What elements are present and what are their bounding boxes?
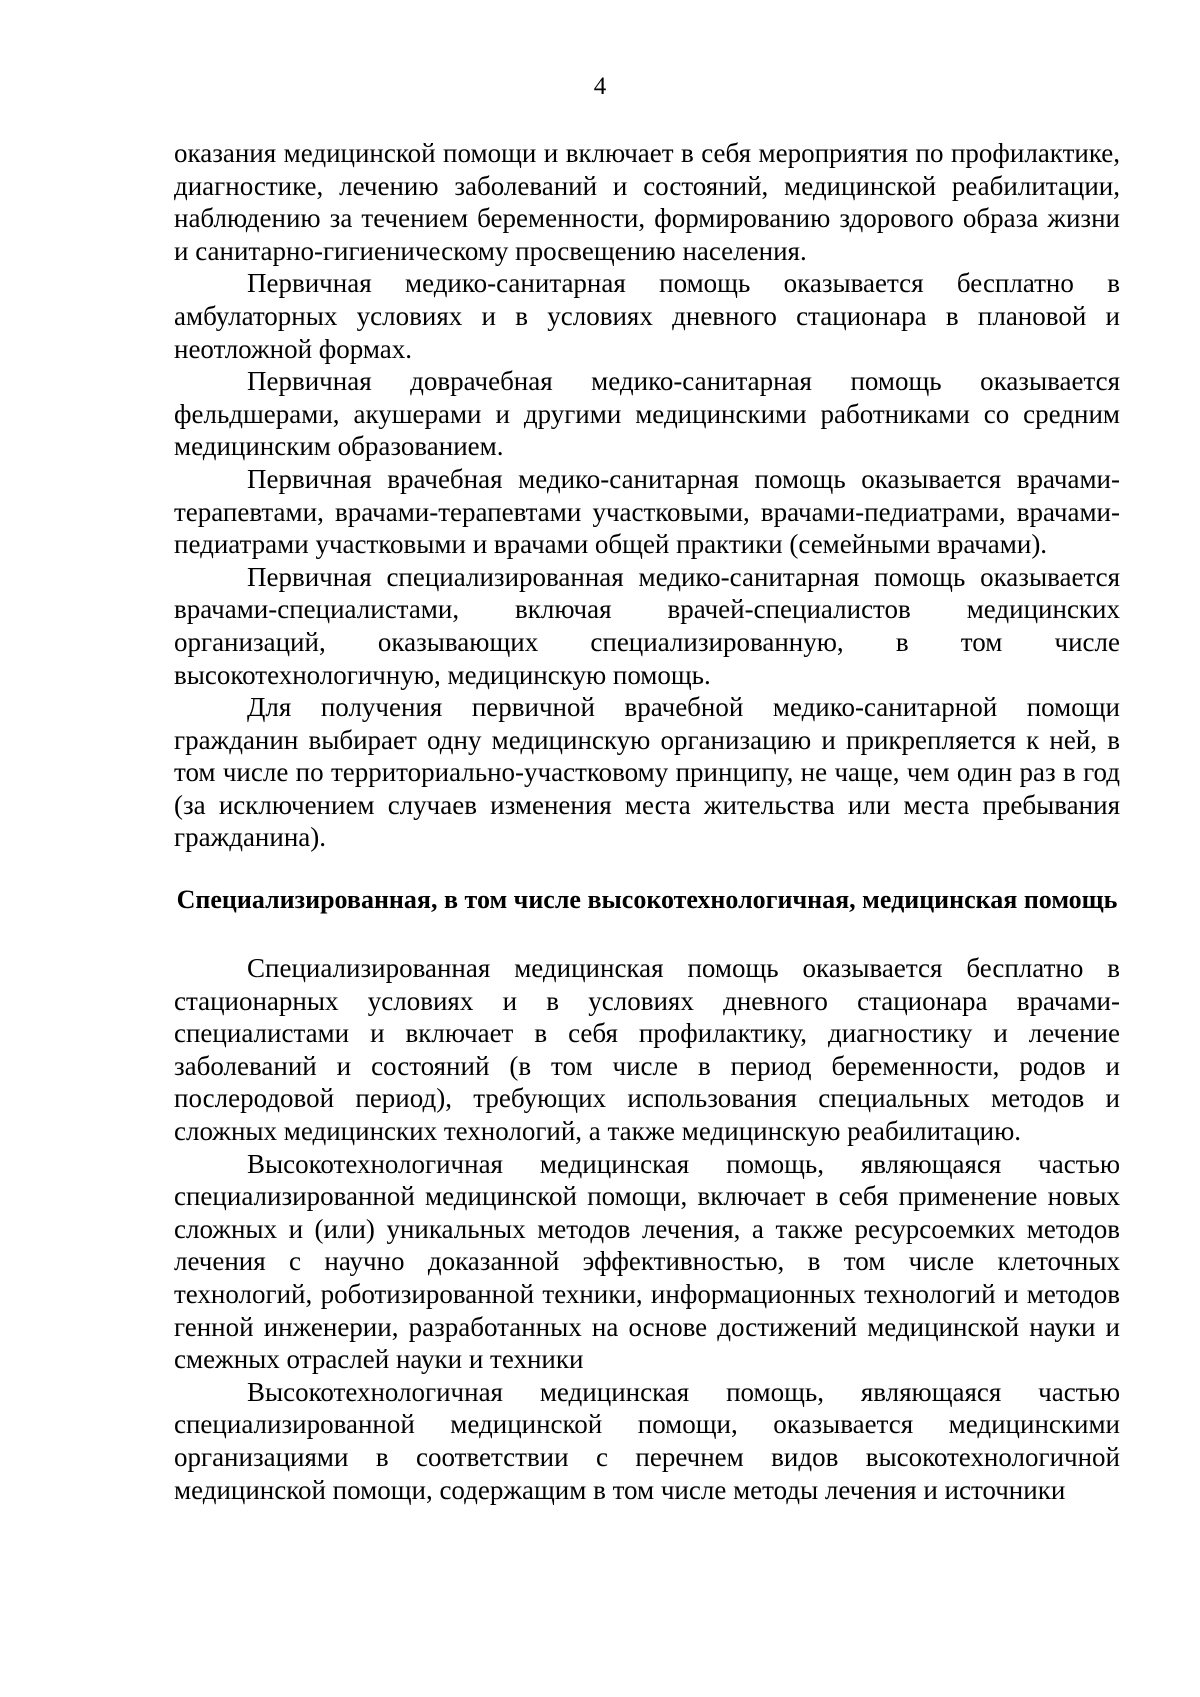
paragraph-continuation: оказания медицинской помощи и включает в себя мероприятия по профилактике, диагностике, лечению заболеваний и состояний, медицинской реабилитации, наблюдению за течением беременности, формированию здорового образа жизни и санитарно-гигиеническому просвещению населения. [174,138,1120,266]
page-number: 4 [593,73,607,100]
paragraph: Специализированная медицинская помощь оказывается бесплатно в стационарных условиях и в условиях дневного стационара врачами-специалистами и включает в себя профилактику, диагностику и лечение заболеваний и состояний (в том числе в период беременности, родов и послеродовой период), требующих использования специальных методов и сложных медицинских технологий, а также медицинскую реабилитацию. [174,953,1120,1147]
paragraph: Первичная доврачебная медико-санитарная помощь оказывается фельдшерами, акушерами и другими медицинскими работниками со средним медицинским образованием. [174,366,1120,462]
document-body [174,137,1120,1506]
paragraph: Первичная врачебная медико-санитарная помощь оказывается врачами-терапевтами, врачами-терапевтами участковыми, врачами-педиатрами, врачами-педиатрами участковыми и врачами общей практики (семейными врачами). [174,463,1120,560]
section-heading: Специализированная, в том числе высокотехнологичная, медицинская помощь [176,885,1118,915]
paragraph: Для получения первичной врачебной медико-санитарной помощи гражданин выбирает одну медицинскую организацию и прикрепляется к ней, в том числе по территориально-участковому принципу, не чаще, чем один раз в год (за исключением случаев изменения места жительства или места пребывания гражданина). [174,692,1120,853]
paragraph: Высокотехнологичная медицинская помощь, являющаяся частью специализированной медицинской помощи, включает в себя применение новых сложных и (или) уникальных методов лечения, а также ресурсоемких методов лечения с научно доказанной эффективностью, в том числе клеточных технологий, роботизированной техники, информационных технологий и методов генной инженерии, разработанных на основе достижений медицинской науки и смежных отраслей науки и техники [174,1148,1120,1375]
paragraph: Первичная специализированная медико-санитарная помощь оказывается врачами-специалистами, включая врачей-специалистов медицинских организаций, оказывающих специализированную, в том числе высокотехнологичную, медицинскую помощь. [174,561,1120,690]
paragraph: Высокотехнологичная медицинская помощь, являющаяся частью специализированной медицинской помощи, оказывается медицинскими организациями в соответствии с перечнем видов высокотехнологичной медицинской помощи, содержащим в том числе методы лечения и источники [174,1376,1120,1505]
paragraph: Первичная медико-санитарная помощь оказывается бесплатно в амбулаторных условиях и в условиях дневного стационара в плановой и неотложной формах. [174,268,1120,364]
